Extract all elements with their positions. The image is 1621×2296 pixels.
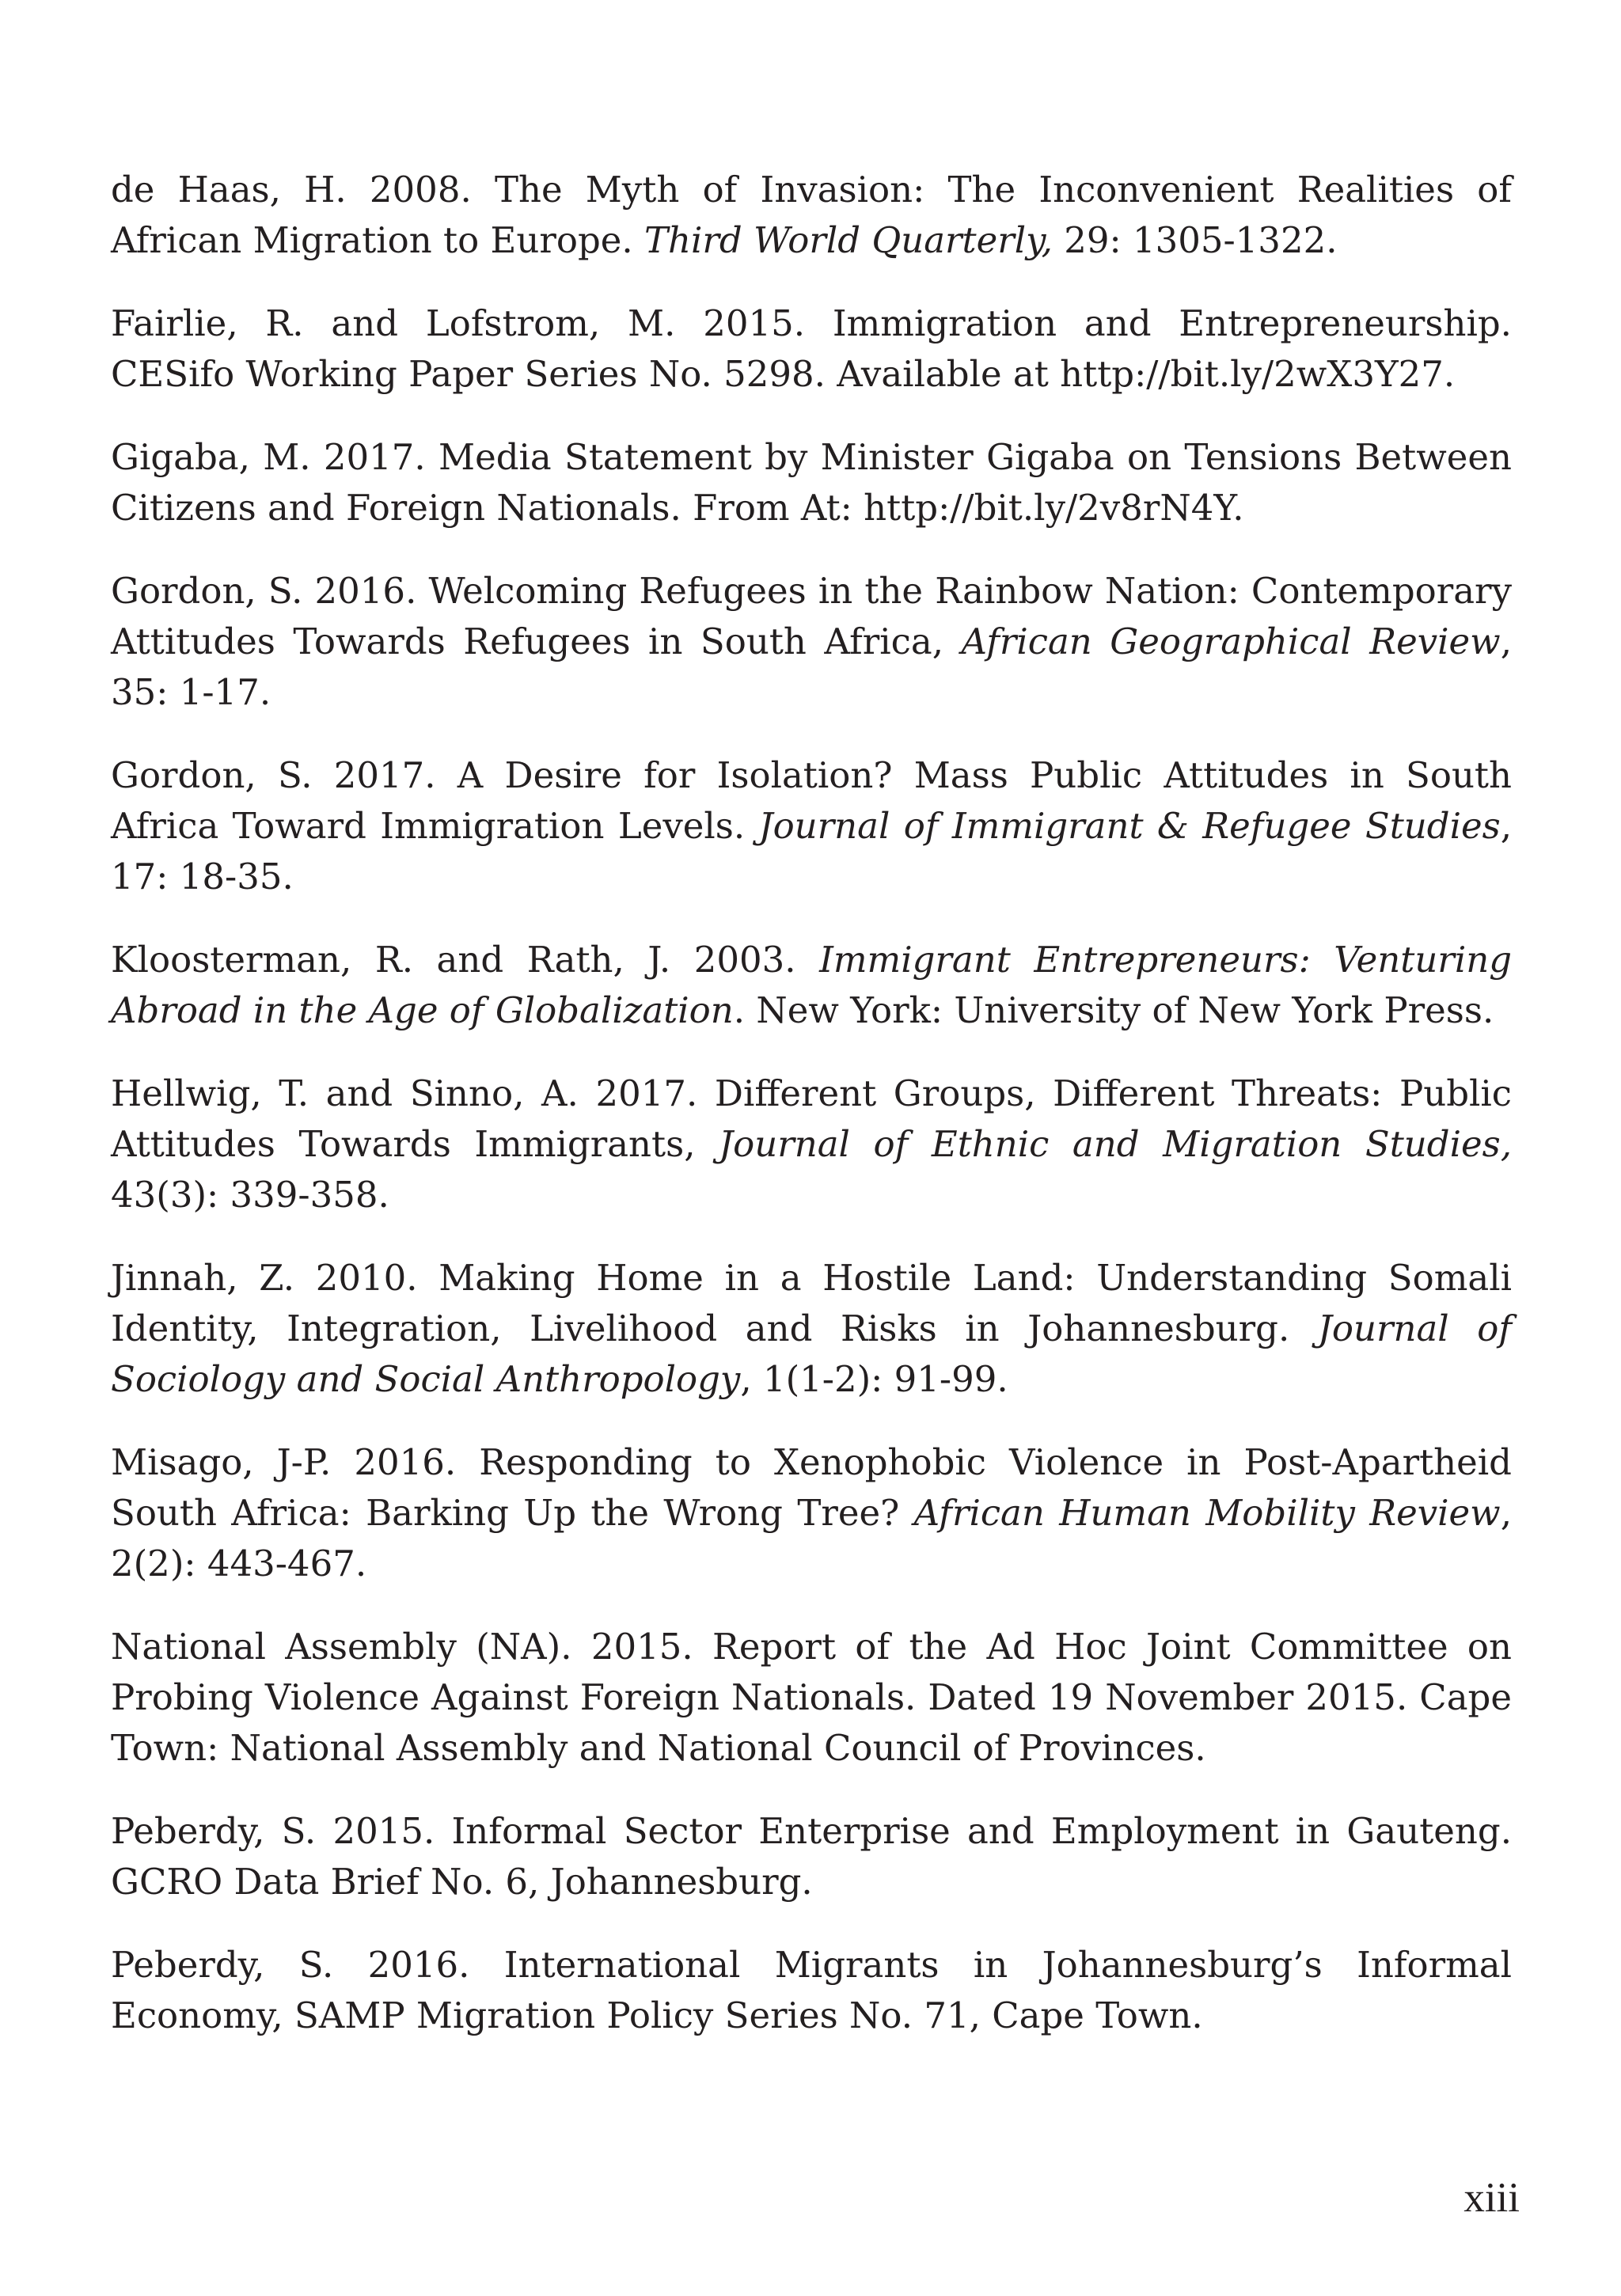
reference-text: Kloosterman, R. and Rath, J. 2003.: [111, 939, 820, 981]
reference-list: [111, 165, 1512, 2074]
reference-italic-title: Journal of Ethnic and Migration Studies,: [719, 1123, 1512, 1165]
reference-italic-title: African Geographical Review: [961, 620, 1501, 662]
reference-text: . New York: University of New York Press.: [733, 989, 1494, 1031]
reference-entry: [111, 432, 1512, 533]
reference-text: Fairlie, R. and Lofstrom, M. 2015. Immigration and Entrepreneurship. CESifo Working Paper Series No. 5298. Available at http://bit.ly/2wX3Y27.: [111, 302, 1512, 395]
reference-text: Peberdy, S. 2016. International Migrants in Johannesburg’s Informal Economy, SAMP Migration Policy Series No. 71, Cape Town.: [111, 1944, 1512, 2036]
reference-text: Gigaba, M. 2017. Media Statement by Minister Gigaba on Tensions Between Citizens and Foreign Nationals. From At: http://bit.ly/2v8rN4Y.: [111, 436, 1512, 529]
reference-text: 29: 1305-1322.: [1052, 219, 1338, 261]
reference-italic-title: Journal of Immigrant & Refugee Studies: [758, 805, 1501, 847]
reference-text: National Assembly (NA). 2015. Report of the Ad Hoc Joint Committee on Probing Violence Against Foreign Nationals. Dated 19 November 2015. Cape Town: National Assembly and National Council of Provinces.: [111, 1626, 1512, 1769]
reference-text: de Haas, H. 2008. The Myth of Invasion: The Inconvenient Realities of African Migration to Europe.: [111, 169, 1512, 261]
reference-entry: [111, 566, 1512, 718]
reference-entry: [111, 165, 1512, 266]
reference-text: Gordon, S. 2017. A Desire for Isolation? Mass Public Attitudes in South Africa Toward Immigration Levels.: [111, 754, 1512, 847]
reference-text: Peberdy, S. 2015. Informal Sector Enterprise and Employment in Gauteng. GCRO Data Brief No. 6, Johannesburg.: [111, 1810, 1512, 1903]
reference-entry: [111, 298, 1512, 400]
reference-italic-title: Third World Quarterly,: [644, 219, 1053, 261]
reference-text: Hellwig, T. and Sinno, A. 2017. Different Groups, Different Threats: Public Attitudes Towards Immigrants,: [111, 1072, 1512, 1165]
reference-entry: [111, 1068, 1512, 1220]
reference-entry: [111, 1622, 1512, 1774]
reference-text: 43(3): 339-358.: [111, 1174, 389, 1216]
reference-entry: [111, 1253, 1512, 1405]
reference-entry: [111, 1940, 1512, 2041]
reference-italic-title: Immigrant Entrepreneurs: Venturing Abroad in the Age of Globalization: [111, 939, 1513, 1031]
reference-text: Misago, J-P. 2016. Responding to Xenophobic Violence in Post-Apartheid South Africa: Barking Up the Wrong Tree?: [111, 1441, 1512, 1534]
reference-text: , 1(1-2): 91-99.: [740, 1358, 1008, 1400]
reference-text: , 17: 18-35.: [111, 805, 1512, 898]
reference-entry: [111, 1806, 1512, 1907]
reference-text: Jinnah, Z. 2010. Making Home in a Hostile Land: Understanding Somali Identity, Integration, Livelihood and Risks in Johannesburg.: [111, 1257, 1512, 1349]
reference-text: , 2(2): 443-467.: [111, 1492, 1513, 1584]
reference-entry: [111, 1437, 1512, 1589]
reference-entry: [111, 935, 1512, 1036]
reference-italic-title: African Human Mobility Review: [913, 1492, 1501, 1534]
reference-text: , 35: 1-17.: [111, 620, 1512, 713]
reference-italic-title: Journal of Sociology and Social Anthropology: [111, 1307, 1512, 1400]
reference-entry: [111, 750, 1512, 902]
reference-text: Gordon, S. 2016. Welcoming Refugees in the Rainbow Nation: Contemporary Attitudes Towards Refugees in South Africa,: [111, 570, 1512, 662]
page-number: xiii: [1463, 2175, 1520, 2221]
